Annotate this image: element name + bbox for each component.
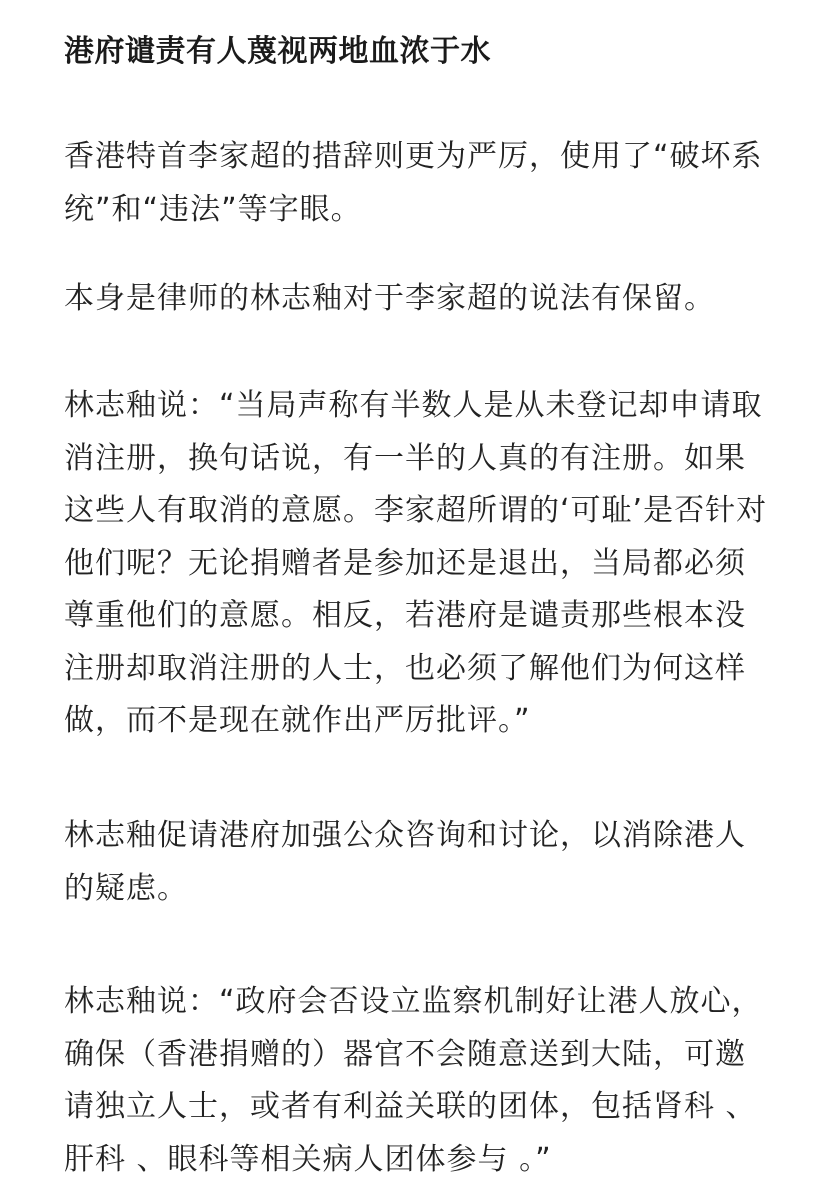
article-headline: 港府谴责有人蔑视两地血浓于水 — [64, 34, 491, 69]
paragraph-1: 香港特首李家超的措辞则更为严厉，使用了“破坏系统”和“违法”等字眼。 — [64, 139, 763, 227]
paragraph-4: 林志釉促请港府加强公众咨询和讨论，以消除港人的疑虑。 — [64, 818, 746, 906]
paragraph-3: 林志釉说：“当局声称有半数人是从未登记却申请取消注册，换句话说，有一半的人真的有注册。如果这些人有取消的意愿。李家超所谓的‘可耻’是否针对他们呢？无论捐赠者是参加还是退出，当局都必须尊重他们的意愿。相反，若港府是谴责那些根本没注册却取消注册的人士，也必须了解他们为何这样做，而不是现在就作出严厉批评。” — [64, 388, 768, 738]
paragraph-5: 林志釉说：“政府会否设立监察机制好让港人放心，确保（香港捐赠的）器官不会随意送到大陆，可邀请独立人士，或者有利益关联的团体，包括肾科 、肝科 、眼科等相关病人团体参与 。” — [64, 984, 763, 1177]
headline-container — [64, 32, 774, 72]
paragraph-2: 本身是律师的林志釉对于李家超的说法有保留。 — [64, 281, 715, 316]
